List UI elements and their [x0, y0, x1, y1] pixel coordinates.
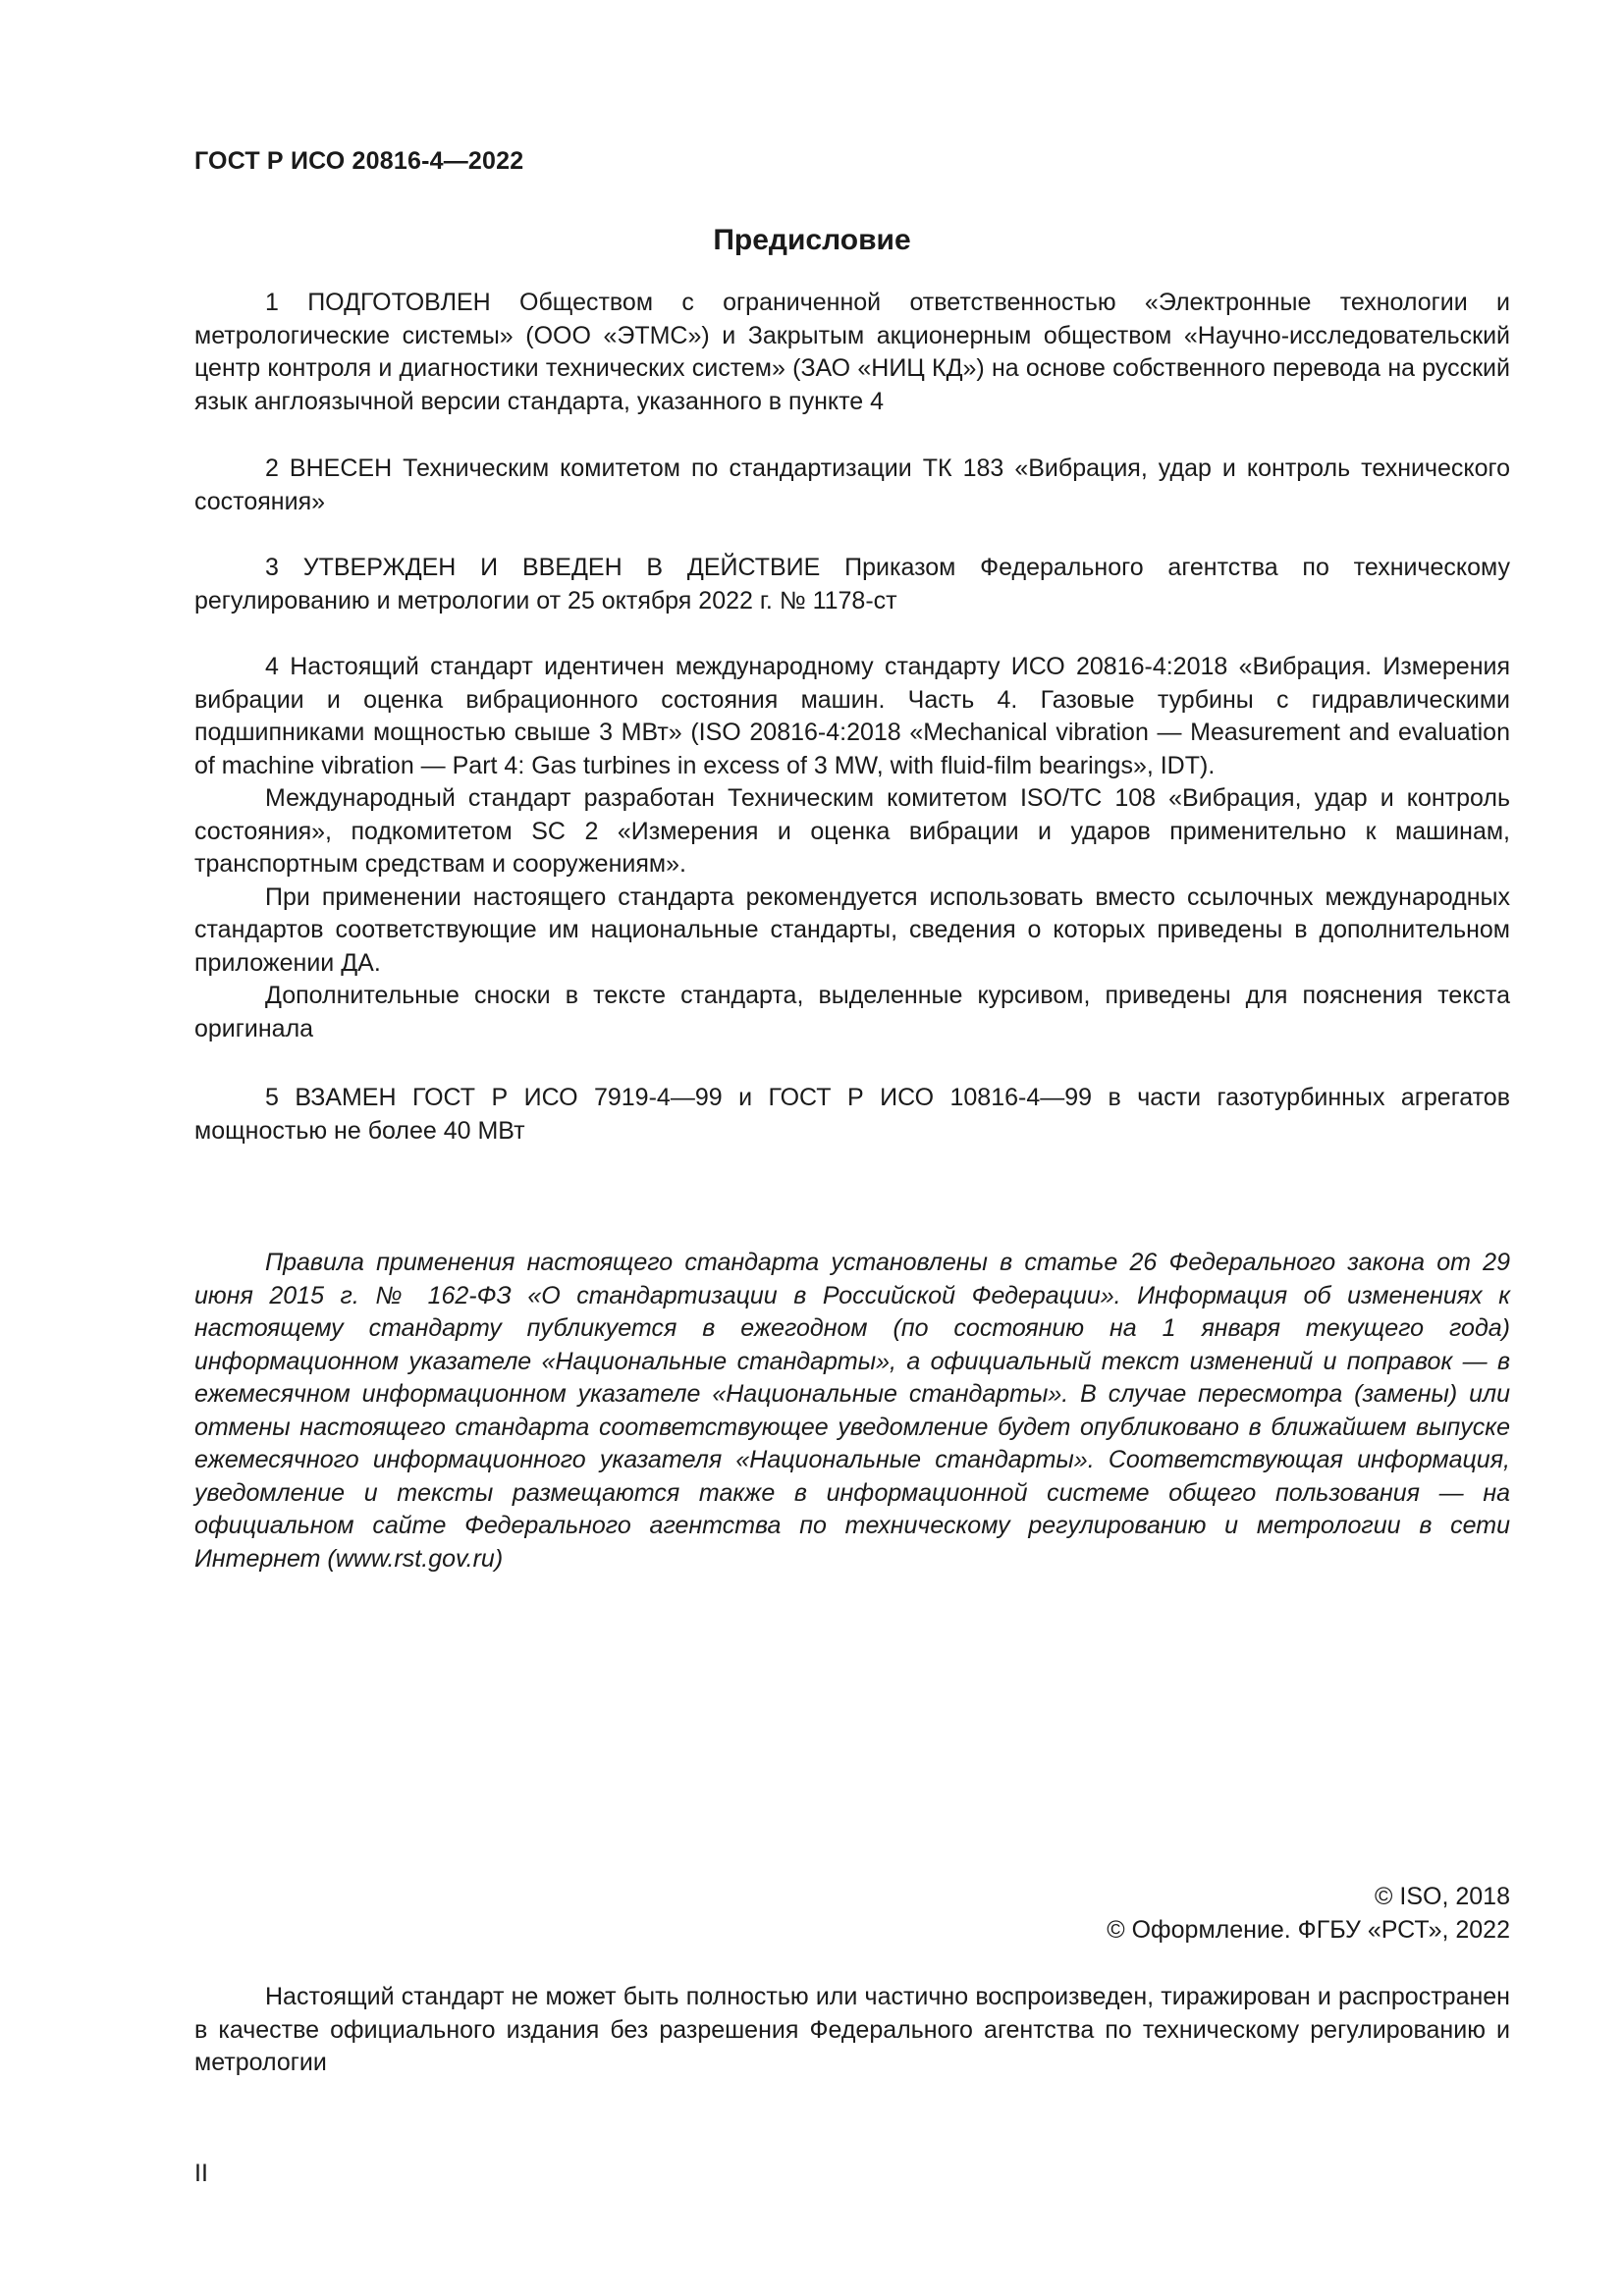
foreword-item-2	[194, 453, 1510, 518]
foreword-item-4-paragraph: При применении настоящего стандарта рекомендуется использовать вместо ссылочных международных стандартов соответствующие им национальные стандарты, сведения о которых приведены в дополнительном приложении ДА.	[194, 882, 1510, 977]
copyright-design: © Оформление. ФГБУ «РСТ», 2022	[1107, 1916, 1510, 1944]
foreword-item-4	[194, 651, 1510, 1045]
foreword-item-4-paragraph: Международный стандарт разработан Техническим комитетом ISO/TC 108 «Вибрация, удар и контроль состояния», подкомитетом SC 2 «Измерения и оценка вибрации и ударов применительно к машинам, транспортным средствам и сооружениям».	[194, 784, 1510, 878]
foreword-item-2-text: 2 ВНЕСЕН Техническим комитетом по стандартизации ТК 183 «Вибрация, удар и контроль технического состояния»	[194, 454, 1510, 515]
document-code-header: ГОСТ Р ИСО 20816-4—2022	[194, 147, 524, 175]
foreword-item-5-text: 5 ВЗАМЕН ГОСТ Р ИСО 7919-4—99 и ГОСТ Р ИСО 10816-4—99 в части газотурбинных агрегатов мощностью не более 40 МВт	[194, 1084, 1510, 1145]
foreword-item-3-text: 3 УТВЕРЖДЕН И ВВЕДЕН В ДЕЙСТВИЕ Приказом Федерального агентства по техническому регулированию и метрологии от 25 октября 2022 г. № 1178-ст	[194, 554, 1510, 614]
rules-notice-text: Правила применения настоящего стандарта установлены в статье 26 Федерального закона от 29 июня 2015 г. № 162-ФЗ «О стандартизации в Российской Федерации». Информация об изменениях к настоящему стандарту публикуется в ежегодном (по состоянию на 1 января текущего года) информационном указателе «Национальные стандарты», а официальный текст изменений и поправок — в ежемесячном информационном указателе «Национальные стандарты». В случае пересмотра (замены) или отмены настоящего стандарта соответствующее уведомление будет опубликовано в ближайшем выпуске ежемесячного информационного указателя «Национальные стандарты». Соответствующая информация, уведомление и тексты размещаются также в информационной системе общего пользования — на официальном сайте Федерального агентства по техническому регулированию и метрологии в сети Интернет (www.rst.gov.ru)	[194, 1249, 1510, 1573]
copyright-iso: © ISO, 2018	[1375, 1883, 1510, 1910]
foreword-title: Предисловие	[713, 224, 911, 256]
foreword-item-4-paragraph: Дополнительные сноски в тексте стандарта, выделенные курсивом, приведены для пояснения текста оригинала	[194, 982, 1510, 1042]
foreword-item-4-paragraph: 4 Настоящий стандарт идентичен международному стандарту ИСО 20816-4:2018 «Вибрация. Измерения вибрации и оценка вибрационного состояния машин. Часть 4. Газовые турбины с гидравлическими подшипниками мощностью свыше 3 МВт» (ISO 20816-4:2018 «Mechanical vibration — Measurement and evaluation of machine vibration — Part 4: Gas turbines in excess of 3 MW, with fluid-film bearings», IDT).	[194, 653, 1510, 779]
reproduction-restriction-text: Настоящий стандарт не может быть полностью или частично воспроизведен, тиражирован и распространен в качестве официального издания без разрешения Федерального агентства по техническому регулированию и метрологии	[194, 1983, 1510, 2076]
foreword-item-1-text: 1 ПОДГОТОВЛЕН Обществом с ограниченной ответственностью «Электронные технологии и метрологические системы» (ООО «ЭТМС») и Закрытым акционерным обществом «Научно-исследовательский центр контроля и диагностики технических систем» (ЗАО «НИЦ КД») на основе собственного перевода на русский язык англоязычной версии стандарта, указанного в пункте 4	[194, 289, 1510, 415]
foreword-item-5	[194, 1082, 1510, 1148]
reproduction-restriction	[194, 1981, 1510, 2080]
foreword-item-1	[194, 287, 1510, 418]
page-number: II	[194, 2160, 208, 2187]
foreword-item-3	[194, 552, 1510, 617]
rules-notice	[194, 1247, 1510, 1575]
